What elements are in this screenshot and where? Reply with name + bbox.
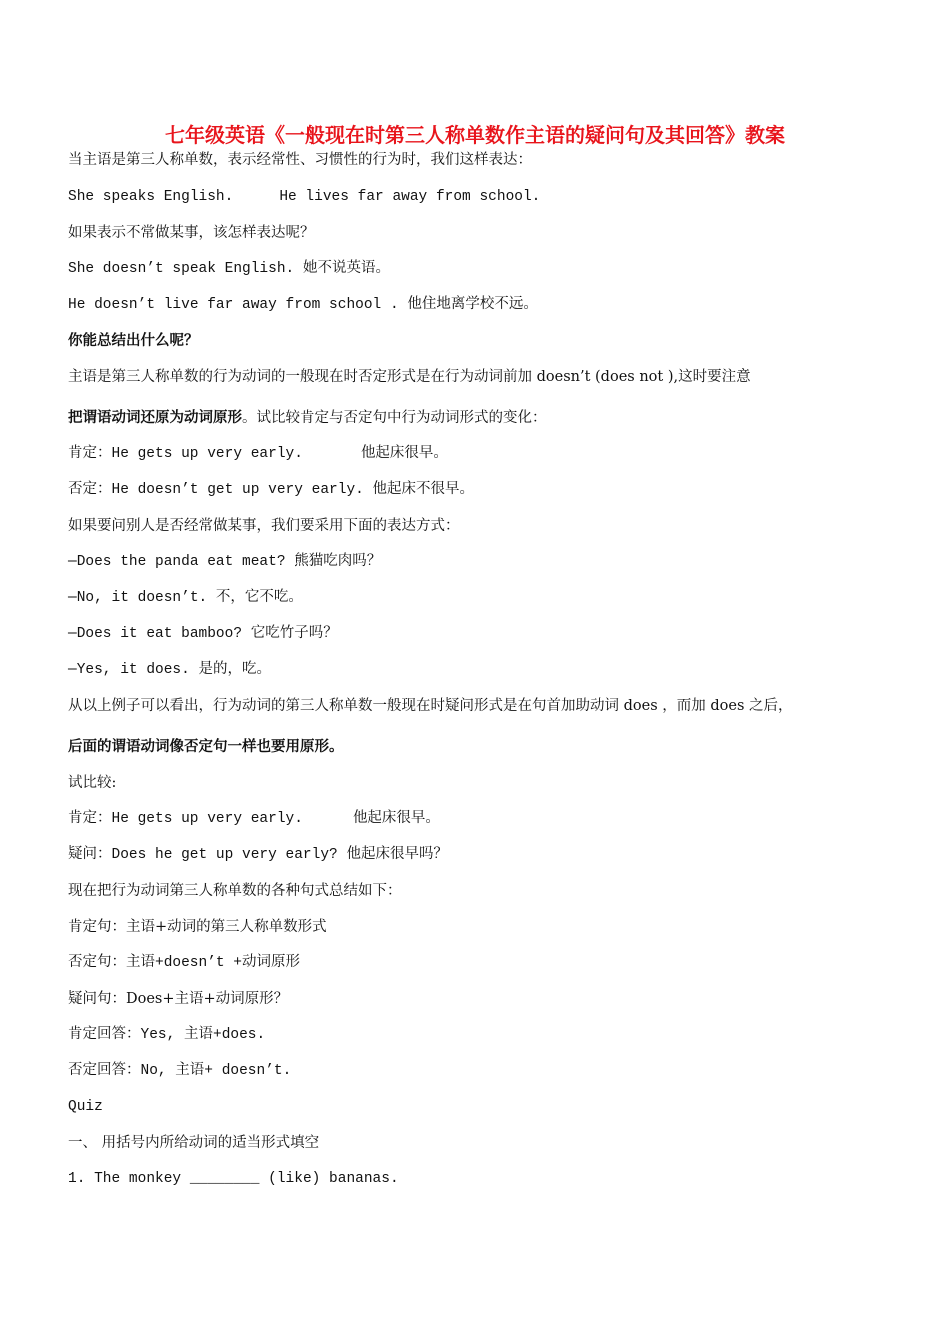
text-line: 如果表示不常做某事，该怎样表达呢？	[68, 225, 315, 241]
text-line: 当主语是第三人称单数，表示经常性、习惯性的行为时，我们这样表达：	[68, 152, 532, 168]
document-title: 七年级英语《一般现在时第三人称单数作主语的疑问句及其回答》教案	[165, 123, 785, 147]
dialogue-line: —Does it eat bamboo? 它吃竹子吗？	[68, 626, 338, 642]
text-line	[68, 408, 547, 428]
example-sentence: 肯定：He gets up very early.	[68, 446, 303, 462]
quiz-question: 1. The monkey ________ (like) bananas.	[68, 1171, 399, 1187]
dialogue-line: —No, it doesn’t. 不，它不吃。	[68, 590, 303, 606]
example-sentence: He lives far away from school.	[279, 189, 541, 205]
example-line: He doesn’t live far away from school . 他住地离学校不远。	[68, 297, 538, 313]
example-translation: 他起床很早。	[360, 446, 448, 462]
example-line: 否定：He doesn’t get up very early. 他起床不很早。	[68, 482, 475, 498]
example-line: She doesn’t speak English. 她不说英语。	[68, 261, 390, 277]
example-sentence: She speaks English.	[68, 189, 234, 205]
dialogue-line: —Does the panda eat meat? 熊猫吃肉吗？	[68, 554, 382, 570]
example-translation: 他起床很早。	[352, 811, 440, 827]
example-sentence: 肯定：He gets up very early.	[68, 811, 303, 827]
text-line: 主语是第三人称单数的行为动词的一般现在时否定形式是在行为动词前加 doesn’t (does not ),这时要注意	[68, 369, 751, 385]
rule-line: 肯定回答：Yes, 主语+does.	[68, 1027, 266, 1043]
text-line: 如果要问别人是否经常做某事，我们要采用下面的表达方式：	[68, 518, 460, 534]
quiz-heading: Quiz	[68, 1099, 103, 1115]
section-heading: 你能总结出什么呢？	[68, 333, 199, 349]
rule-line: 肯定句：主语+动词的第三人称单数形式	[68, 919, 327, 935]
example-line: 疑问：Does he get up very early? 他起床很早吗？	[68, 847, 448, 863]
emphasis-line: 后面的谓语动词像否定句一样也要用原形。	[68, 739, 344, 755]
text-line: 试比较:	[68, 775, 117, 791]
quiz-section-title: 一、 用括号内所给动词的适当形式填空	[68, 1135, 320, 1151]
text-span: 。试比较肯定与否定句中行为动词形式的变化：	[242, 410, 547, 426]
example-line	[68, 444, 448, 464]
text-line: 现在把行为动词第三人称单数的各种句式总结如下：	[68, 883, 402, 899]
text-line: 从以上例子可以看出，行为动词的第三人称单数一般现在时疑问形式是在句首加助动词 does ，而加 does 之后，	[68, 698, 793, 714]
example-line	[68, 809, 440, 829]
example-line	[68, 187, 540, 207]
rule-line: 疑问句：Does+主语+动词原形？	[68, 991, 289, 1007]
rule-line: 否定回答：No, 主语+ doesn’t.	[68, 1063, 292, 1079]
rule-line: 否定句：主语+doesn’t +动词原形	[68, 955, 301, 971]
emphasis-text: 把谓语动词还原为动词原形	[68, 410, 242, 426]
dialogue-line: —Yes, it does. 是的，吃。	[68, 662, 272, 678]
